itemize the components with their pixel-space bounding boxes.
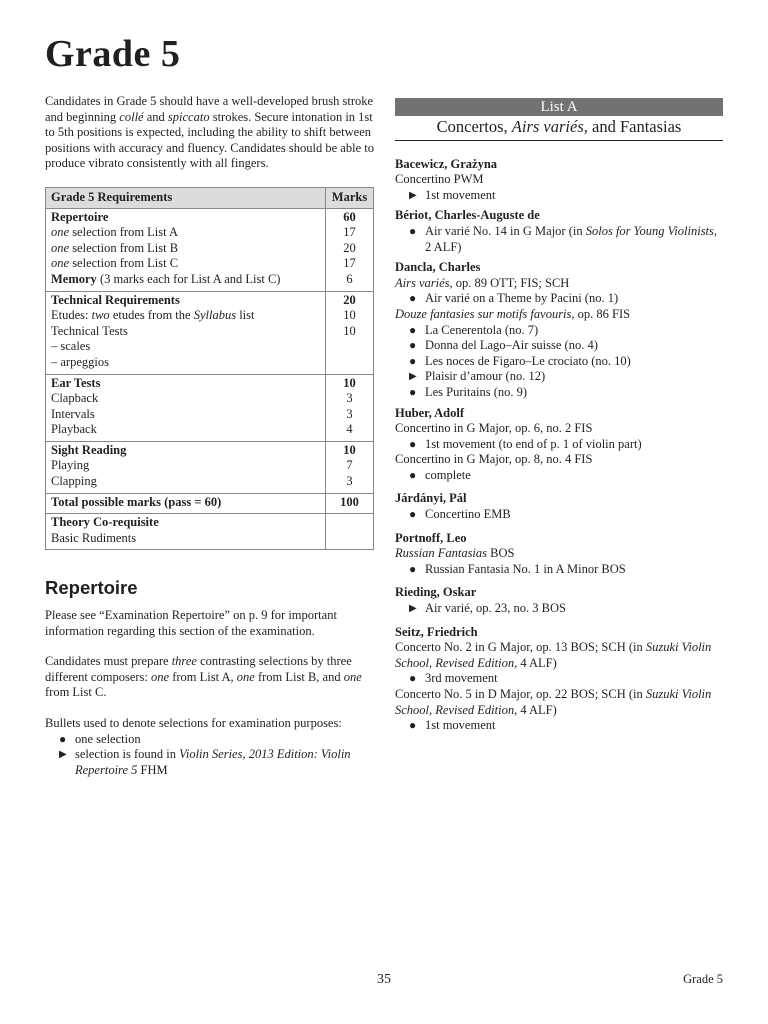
composer-entry — [395, 585, 723, 616]
legend-one-selection: ● one selection — [59, 731, 141, 746]
marks-value: 7 — [346, 458, 353, 473]
technical-label: Technical Requirements — [51, 292, 180, 307]
memory-line: Memory (3 marks each for List A and List C) — [51, 271, 281, 286]
table-row-ear-tests — [46, 374, 374, 441]
work-title: Airs variés, op. 89 OTT; FIS; SCH — [395, 275, 570, 290]
repertoire-list-b: one selection from List B — [51, 240, 179, 255]
selection-item: ▶ 1st movement — [409, 187, 496, 202]
triangle-icon: ▶ — [59, 749, 67, 761]
table-header-row — [46, 187, 374, 208]
marks-value: 6 — [346, 271, 353, 286]
header-label: Grade 5 Requirements — [46, 187, 326, 208]
composer-name: Járdányi, Pál — [395, 491, 467, 506]
list-a-subheading: Concertos, Airs variés, and Fantasias — [395, 119, 723, 141]
repertoire-label: Repertoire — [51, 209, 109, 224]
triangle-icon: ▶ — [409, 371, 417, 383]
list-a-bar: List A — [395, 98, 723, 116]
bullet-icon: ● — [409, 561, 417, 576]
legend-found-in: ▶ selection is found in Violin Series, 2013 Edition: Violin Repertoire 5 FHM — [59, 747, 351, 777]
etudes-line: Etudes: two etudes from the Syllabus list — [51, 308, 255, 323]
intro-colle: collé — [119, 109, 144, 124]
bullet-icon: ● — [409, 436, 417, 451]
table-row-sight-reading — [46, 441, 374, 493]
composer-entry — [395, 406, 723, 484]
selection-item: ● 3rd movement — [409, 671, 498, 686]
marks-value: 10 — [343, 375, 356, 390]
selection-item: ● complete — [409, 467, 471, 482]
selection-item: ● Les Puritains (no. 9) — [409, 384, 528, 399]
composer-entry — [395, 157, 723, 204]
repertoire-paragraph-3: Bullets used to denote selections for examination purposes: — [45, 716, 342, 730]
sight-reading-item: Clapping — [51, 474, 97, 489]
bullet-icon: ● — [409, 223, 417, 238]
work-title: Concertino in G Major, op. 8, no. 4 FIS — [395, 452, 593, 467]
bullet-icon: ● — [409, 338, 417, 353]
selection-item: ● 1st movement (to end of p. 1 of violin part) — [409, 436, 642, 451]
marks-value: 3 — [346, 474, 353, 489]
selection-item: ● Concertino EMB — [409, 507, 511, 522]
technical-tests-line: Technical Tests — [51, 323, 128, 338]
page-title: Grade 5 — [45, 33, 181, 75]
arpeggios-line: – arpeggios — [51, 354, 109, 369]
work-title: Douze fantasies sur motifs favouris, op. 86 FIS — [395, 306, 631, 321]
marks-value: 17 — [343, 256, 356, 271]
bullet-icon: ● — [59, 731, 67, 746]
composer-entry — [395, 260, 723, 400]
work-title: Concerto No. 5 in D Major, op. 22 BOS; SCH (in Suzuki Violin School, Revised Edition, 4 ALF) — [395, 687, 712, 717]
selection-item: ● Air varié No. 14 in G Major (in Solos for Young Violinists, 2 ALF) — [409, 223, 718, 254]
marks-value: 3 — [346, 406, 353, 421]
repertoire-paragraph-1: Please see “Examination Repertoire” on p. 9 for important information regarding this section of the examination. — [45, 608, 337, 638]
composer-name: Bériot, Charles-Auguste de — [395, 208, 540, 223]
ear-tests-label: Ear Tests — [51, 375, 101, 390]
work-title: Russian Fantasias BOS — [395, 546, 515, 561]
table-row-repertoire — [46, 208, 374, 291]
marks-value: 10 — [343, 442, 356, 457]
composer-name: Rieding, Oskar — [395, 585, 477, 600]
table-row-total — [46, 493, 374, 514]
sight-reading-label: Sight Reading — [51, 442, 127, 457]
selection-item: ● Donna del Lago–Air suisse (no. 4) — [409, 338, 598, 353]
requirements-table — [45, 187, 374, 550]
composer-name: Portnoff, Leo — [395, 530, 467, 545]
composer-entry — [395, 208, 723, 255]
intro-spiccato: spiccato — [167, 109, 210, 124]
triangle-icon: ▶ — [409, 189, 417, 201]
selection-item: ● Les noces de Figaro–Le crociato (no. 10) — [409, 353, 631, 368]
sight-reading-item: Playing — [51, 458, 90, 473]
bullet-icon: ● — [409, 353, 417, 368]
composer-entry — [395, 531, 723, 578]
composer-name: Huber, Adolf — [395, 405, 465, 420]
composer-name: Dancla, Charles — [395, 260, 481, 275]
work-title: Concertino PWM — [395, 172, 484, 187]
marks-value: 4 — [346, 422, 353, 437]
running-footer: Grade 5 — [683, 972, 723, 986]
header-marks: Marks — [326, 187, 374, 208]
selection-item: ● 1st movement — [409, 718, 496, 733]
intro-text: and — [143, 109, 168, 124]
triangle-icon: ▶ — [409, 603, 417, 615]
marks-value: 10 — [343, 308, 356, 323]
selection-item: ● Air varié on a Theme by Pacini (no. 1) — [409, 291, 619, 306]
ear-test-item: Intervals — [51, 406, 95, 421]
table-row-technical — [46, 291, 374, 374]
repertoire-list-c: one selection from List C — [51, 256, 179, 271]
intro-text: strokes. Secure intonation in 1st to 5th positions is expected, including the ability to shift between positions with accuracy and fluency. Candidates should be able to produce vibrato consistently with all fingers. — [45, 109, 374, 171]
marks-value: 20 — [343, 292, 356, 307]
bullet-icon: ● — [409, 291, 417, 306]
bullet-icon: ● — [409, 671, 417, 686]
right-column — [395, 98, 723, 734]
marks-value: 60 — [343, 209, 356, 224]
selection-item: ● Russian Fantasia No. 1 in A Minor BOS — [409, 561, 626, 576]
intro-paragraph — [45, 94, 375, 172]
theory-text: Basic Rudiments — [51, 530, 137, 545]
scales-line: – scales — [51, 339, 91, 354]
composer-entry — [395, 625, 723, 734]
marks-value: 3 — [346, 391, 353, 406]
composer-name: Seitz, Friedrich — [395, 624, 478, 639]
table-row-theory — [46, 514, 374, 550]
bullet-icon: ● — [409, 718, 417, 733]
bullet-icon: ● — [409, 384, 417, 399]
ear-test-item: Clapback — [51, 391, 99, 406]
total-label: Total possible marks (pass = 60) — [46, 493, 326, 514]
page-number: 35 — [377, 972, 391, 987]
composer-entry — [395, 491, 723, 522]
selection-item: ▶ Plaisir d’amour (no. 12) — [409, 369, 546, 384]
repertoire-list-a: one selection from List A — [51, 225, 179, 240]
composer-name: Bacewicz, Grażyna — [395, 156, 498, 171]
marks-value: 17 — [343, 225, 356, 240]
total-marks: 100 — [326, 493, 374, 514]
intro-text: Candidates in Grade 5 should have a well-developed brush stroke and beginning — [45, 94, 374, 124]
bullet-icon: ● — [409, 322, 417, 337]
selection-item: ▶ Air varié, op. 23, no. 3 BOS — [409, 601, 566, 616]
ear-test-item: Playback — [51, 422, 97, 437]
bullet-icon: ● — [409, 467, 417, 482]
work-title: Concerto No. 2 in G Major, op. 13 BOS; SCH (in Suzuki Violin School, Revised Edition, 4 ALF) — [395, 640, 712, 670]
repertoire-paragraph-2: Candidates must prepare three contrasting selections by three different composers: one from List A, one from List B, and one from List C. — [45, 654, 362, 700]
repertoire-heading: Repertoire — [45, 577, 138, 599]
theory-label: Theory Co-requisite — [51, 515, 159, 530]
bullet-icon: ● — [409, 507, 417, 522]
marks-value: 10 — [343, 323, 356, 338]
work-title: Concertino in G Major, op. 6, no. 2 FIS — [395, 421, 593, 436]
left-column — [45, 94, 375, 778]
selection-item: ● La Cenerentola (no. 7) — [409, 322, 539, 337]
marks-value: 20 — [343, 240, 356, 255]
